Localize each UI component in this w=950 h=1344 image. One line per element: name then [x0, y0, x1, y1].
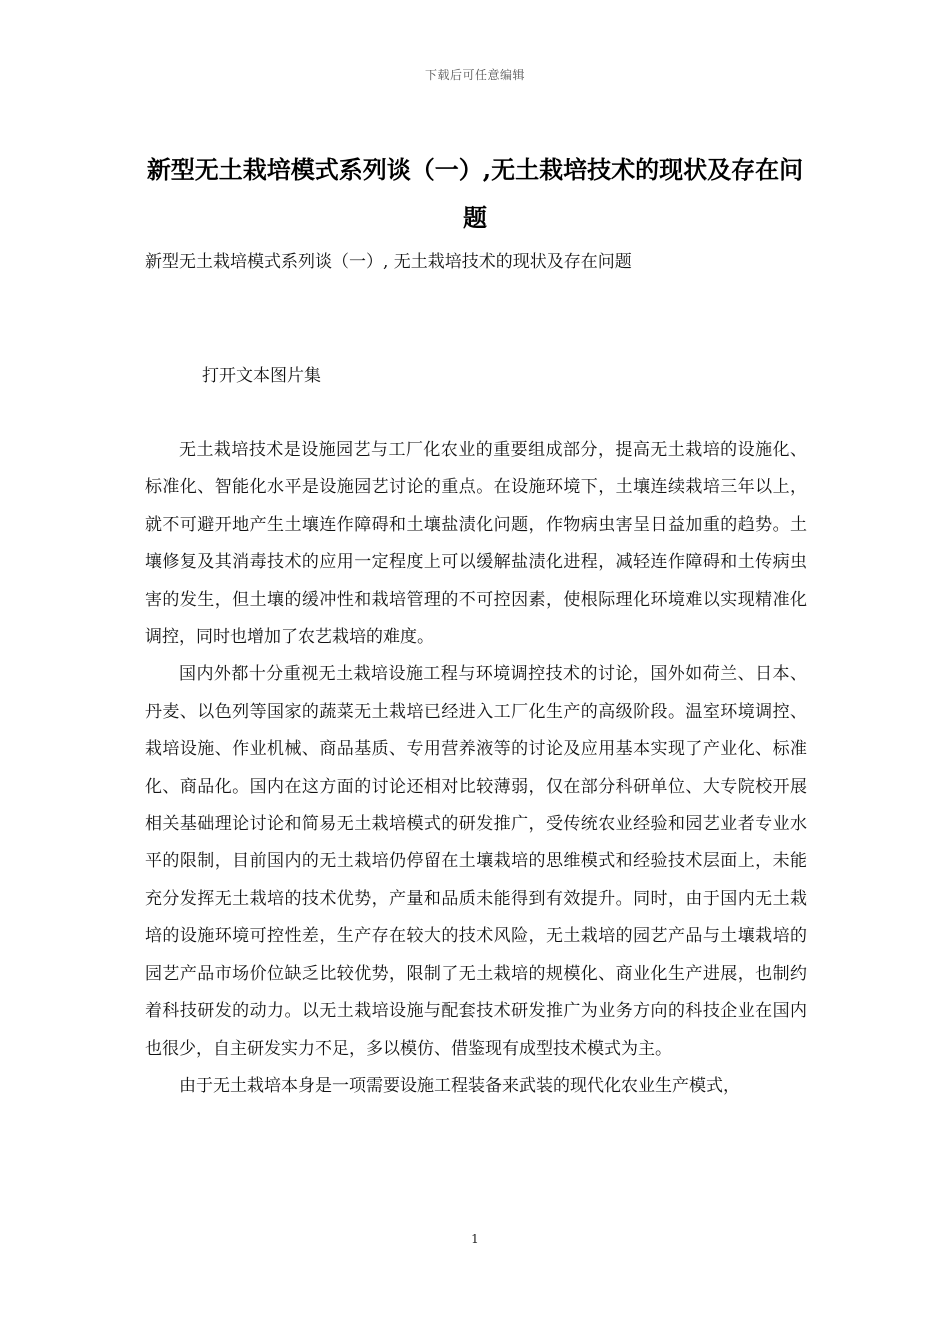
header-note: 下载后可任意编辑: [424, 68, 525, 82]
image-gallery-link[interactable]: 打开文本图片集: [202, 366, 321, 386]
document-subtitle: 新型无土栽培模式系列谈（一）, 无土栽培技术的现状及存在问题: [145, 252, 632, 272]
document-title: 新型无土栽培模式系列谈（一）,无土栽培技术的现状及存在问题: [146, 155, 804, 232]
paragraph: 国内外都十分重视无土栽培设施工程与环境调控技术的讨论，国外如荷兰、日本、丹麦、以色列等国家的蔬菜无土栽培已经进入工厂化生产的高级阶段。温室环境调控、栽培设施、作业机械、商品基质、专用营养液等的讨论及应用基本实现了产业化、标准化、商品化。国内在这方面的讨论还相对比较薄弱，仅在部分科研单位、大专院校开展相关基础理论讨论和简易无土栽培模式的研发推广，受传统农业经验和园艺业者专业水平的限制，目前国内的无土栽培仍停留在土壤栽培的思维模式和经验技术层面上，未能充分发挥无土栽培的技术优势，产量和品质未能得到有效提升。同时，由于国内无土栽培的设施环境可控性差，生产存在较大的技术风险，无土栽培的园艺产品与土壤栽培的园艺产品市场价位缺乏比较优势，限制了无土栽培的规模化、商业化生产进展，也制约着科技研发的动力。以无土栽培设施与配套技术研发推广为业务方向的科技企业在国内也很少，自主研发实力不足，多以模仿、借鉴现有成型技术模式为主。: [145, 664, 807, 1059]
paragraph: 由于无土栽培本身是一项需要设施工程装备来武装的现代化农业生产模式，: [179, 1075, 740, 1096]
paragraph: 无土栽培技术是设施园艺与工厂化农业的重要组成部分，提高无土栽培的设施化、标准化、智能化水平是设施园艺讨论的重点。在设施环境下，土壤连续栽培三年以上，就不可避开地产生土壤连作障碍和土壤盐渍化问题，作物病虫害呈日益加重的趋势。土壤修复及其消毒技术的应用一定程度上可以缓解盐渍化进程，减轻连作障碍和土传病虫害的发生，但土壤的缓冲性和栽培管理的不可控因素，使根际理化环境难以实现精准化调控，同时也增加了农艺栽培的难度。: [145, 440, 807, 648]
page-number: 1: [471, 1232, 479, 1246]
body-text: [145, 432, 807, 1105]
